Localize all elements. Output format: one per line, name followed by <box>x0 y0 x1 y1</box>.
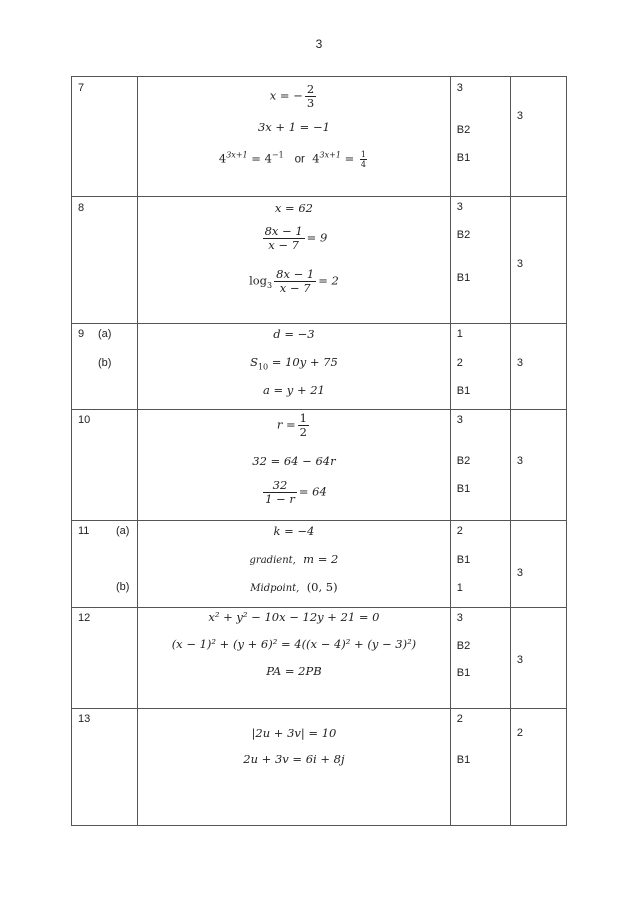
mark: B1 <box>456 667 471 679</box>
table-row <box>72 410 567 521</box>
working-line: gradient, m = 2 <box>249 552 339 566</box>
working-line: $\frac{32}{1 - r}$ = 64 <box>265 478 327 506</box>
mark: B1 <box>456 754 471 766</box>
mark: B1 <box>456 483 471 495</box>
part-label: (a) <box>98 328 112 340</box>
mark: B2 <box>456 455 471 467</box>
working-line: k = −4 <box>273 524 315 538</box>
working-line: $S_{10} = 10y + 75$ <box>250 355 338 372</box>
total-marks: 3 <box>516 258 523 270</box>
total-marks: 3 <box>516 654 523 666</box>
table-row <box>72 197 567 324</box>
table-row <box>72 709 567 826</box>
mark: B2 <box>456 124 471 136</box>
table-row <box>72 77 567 197</box>
total-marks: 3 <box>516 110 523 122</box>
mark: 1 <box>456 328 463 340</box>
part-label: (a) <box>116 525 130 537</box>
question-number: 7 <box>78 82 85 94</box>
page-number: 3 <box>315 37 323 51</box>
mark: 2 <box>456 525 463 537</box>
mark: B1 <box>456 554 471 566</box>
question-number: 10 <box>78 414 91 426</box>
mark: 3 <box>456 612 463 624</box>
working-line: Midpoint, (0, 5) <box>250 580 338 594</box>
mark: 3 <box>456 414 463 426</box>
working-line: r = $\frac{1}{2}$ <box>276 411 307 439</box>
working-line: a = y + 21 <box>262 383 325 397</box>
mark: 3 <box>456 201 463 213</box>
mark: 1 <box>456 582 463 594</box>
working-line: $\log_3$ $\frac{8x - 1}{x - 7}$ = 2 <box>249 267 339 295</box>
working-line: d = −3 <box>273 327 315 341</box>
mark: 3 <box>456 82 463 94</box>
mark: B1 <box>456 152 471 164</box>
working-line: 32 = 64 − 64r <box>252 454 336 468</box>
mark: B1 <box>456 272 471 284</box>
working-line: $4^{3x+1} = 4^{-1}$ or $4^{3x+1}$ = $\frac{1}{4}$ <box>218 150 366 169</box>
mark: 2 <box>456 357 463 369</box>
working-line: x² + y² − 10x − 12y + 21 = 0 <box>208 610 380 624</box>
question-number: 9 <box>78 328 85 340</box>
working-line: $\frac{8x - 1}{x - 7}$ = 9 <box>264 224 328 252</box>
working-line: 3x + 1 = −1 <box>257 120 330 134</box>
mark: B1 <box>456 385 471 397</box>
question-number: 12 <box>78 612 91 624</box>
working-line: x = − $\frac{2}{3}$ <box>269 82 315 110</box>
mark: 2 <box>456 713 463 725</box>
question-number: 13 <box>78 713 91 725</box>
table-row <box>72 324 567 410</box>
total-marks: 3 <box>516 455 523 467</box>
total-marks: 3 <box>516 567 523 579</box>
mark: B2 <box>456 640 471 652</box>
working-line: x = 62 <box>274 201 313 215</box>
part-label: (b) <box>98 357 112 369</box>
total-marks: 2 <box>516 727 523 739</box>
table-row <box>72 521 567 608</box>
total-marks: 3 <box>516 357 523 369</box>
question-number: 11 <box>78 525 90 537</box>
question-number: 8 <box>78 202 85 214</box>
mark: B2 <box>456 229 471 241</box>
part-label: (b) <box>116 581 130 593</box>
working-line: PA = 2PB <box>266 664 322 678</box>
working-line: (x − 1)² + (y + 6)² = 4((x − 4)² + (y − 3)²) <box>171 637 417 651</box>
marking-scheme-table <box>71 76 567 826</box>
table-row <box>72 608 567 709</box>
working-line: 2u + 3v = 6i + 8j <box>243 752 345 766</box>
working-line: |2u + 3v| = 10 <box>251 726 337 740</box>
